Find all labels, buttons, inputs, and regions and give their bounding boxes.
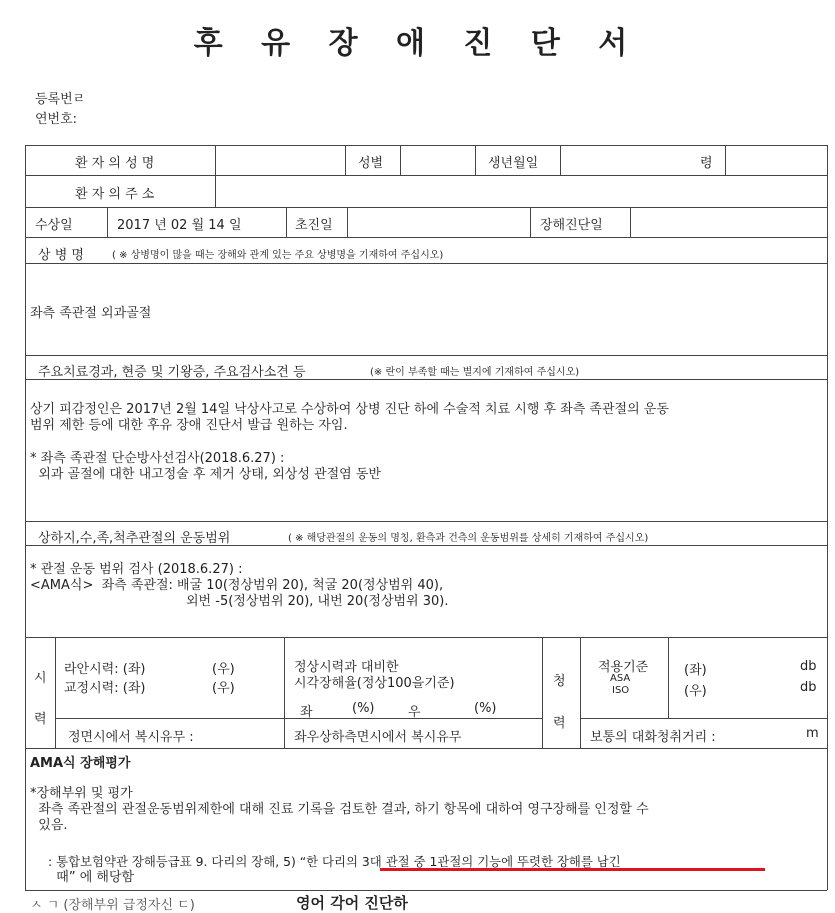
- age-label: 령: [700, 156, 713, 171]
- dob-label: 생년월일: [488, 156, 539, 171]
- hearing-distance-unit: m: [806, 726, 819, 741]
- diagnosis-label: 상 병 명: [38, 248, 84, 263]
- corrected-vision-right: (우): [212, 681, 235, 696]
- front-diplopia-label: 정면시에서 복시유무 :: [68, 730, 194, 745]
- hearing-standard-iso: ISO: [612, 685, 630, 696]
- hearing-right-unit: db: [800, 680, 817, 695]
- diagnosis-note: ( ※ 상병명이 많을 때는 장해와 관계 있는 주요 상병명을 기재하여 주십시오): [112, 250, 444, 261]
- patient-name-label: 환 자 의 성 명: [75, 156, 155, 171]
- vision-label-top: 시: [34, 671, 47, 686]
- vision-left-percent: (%): [352, 701, 375, 716]
- gender-label: 성별: [358, 156, 384, 171]
- treatment-line-3: * 좌측 족관절 단순방사선검사(2018.6.27) :: [30, 451, 285, 466]
- hearing-label-bottom: 력: [553, 716, 566, 731]
- rom-note: ( ※ 해당관절의 운동의 명칭, 환측과 건측의 운동범위를 상세히 기재하여 주십시오): [288, 533, 649, 544]
- vision-left-label: 좌: [300, 705, 313, 720]
- hearing-left-label: (좌): [684, 663, 707, 678]
- corrected-vision-label: 교정시력: (좌): [64, 681, 146, 696]
- ama-line-4a: : 통합보험약관 장해등급표 9. 다리의 장해, 5) “한 다리의 3대 관절 중 1관절의 기능에 뚜렷한 장해를 남긴: [48, 854, 621, 869]
- registration-number-label: 등록번ㄹ: [35, 92, 86, 107]
- treatment-note: (※ 란이 부족할 때는 별지에 기재하여 주십시오): [370, 367, 580, 378]
- injury-date-label: 수상일: [35, 218, 73, 233]
- hearing-left-unit: db: [800, 659, 817, 674]
- diagnosis-value: 좌측 족관절 외과골절: [30, 306, 152, 321]
- side-diplopia-label: 좌우상하측면시에서 복시유무: [294, 730, 462, 745]
- naked-vision-label: 라안시력: (좌): [64, 662, 146, 677]
- serial-number-label: 연번호:: [35, 112, 78, 127]
- naked-vision-right: (우): [212, 662, 235, 677]
- rom-line-3: 외번 -5(정상범위 20), 내번 20(정상범위 30).: [186, 594, 449, 609]
- ama-line-3: 있음.: [30, 818, 68, 833]
- diagnosis-date-label: 장해진단일: [540, 218, 603, 233]
- vision-right-percent: (%): [474, 701, 497, 716]
- first-exam-label: 초진일: [295, 218, 333, 233]
- treatment-label: 주요치료경과, 현증 및 기왕증, 주요검사소견 등: [38, 365, 306, 380]
- hearing-standard-label: 적용기준: [598, 660, 649, 675]
- injury-date-value: 2017 년 02 월 14 일: [117, 218, 242, 233]
- red-underline: [380, 868, 765, 871]
- hearing-standard-asa: ASA: [610, 673, 631, 684]
- footer-right: 영어 각어 진단하: [296, 894, 408, 912]
- rom-line-1: * 관절 운동 범위 검사 (2018.6.27) :: [30, 562, 243, 577]
- hearing-right-label: (우): [684, 684, 707, 699]
- ama-section-label: AMA식 장해평가: [30, 756, 131, 771]
- vision-right-label: 우: [408, 705, 421, 720]
- treatment-line-4: 외과 골절에 대한 내고정술 후 제거 상태, 외상성 관절염 동반: [30, 467, 381, 482]
- hearing-distance-label: 보통의 대화청취거리 :: [590, 730, 716, 745]
- ama-line-4b: 때” 에 해당함: [48, 870, 135, 885]
- rom-label: 상하지,수,족,척추관절의 운동범위: [38, 531, 231, 546]
- ama-line-1: *장해부위 및 평가: [30, 786, 133, 801]
- hearing-label-top: 청: [553, 674, 566, 689]
- treatment-line-1: 상기 피감정인은 2017년 2월 14일 낙상사고로 수상하여 상병 진단 하에 수술적 치료 시행 후 좌측 족관절의 운동: [30, 402, 669, 417]
- treatment-line-2: 범위 제한 등에 대한 후유 장애 진단서 발급 원하는 자임.: [30, 418, 348, 433]
- vision-ratio-label-2: 시각장해율(정상100을기준): [294, 676, 455, 691]
- footer-left: ㅅ ㄱ (장해부위 급정자신 ㄷ): [30, 898, 195, 913]
- vision-label-bottom: 력: [34, 712, 47, 727]
- patient-address-label: 환 자 의 주 소: [75, 187, 155, 202]
- ama-line-2: 좌측 족관절의 관절운동범위제한에 대해 진료 기록을 검토한 결과, 하기 항목에 대하여 영구장해를 인정할 수: [30, 802, 649, 817]
- document-title: 후 유 장 애 진 단 서: [193, 26, 642, 61]
- rom-line-2: <AMA식> 좌측 족관절: 배굴 10(정상범위 20), 척굴 20(정상범위 40),: [30, 578, 444, 593]
- vision-ratio-label-1: 정상시력과 대비한: [294, 660, 399, 675]
